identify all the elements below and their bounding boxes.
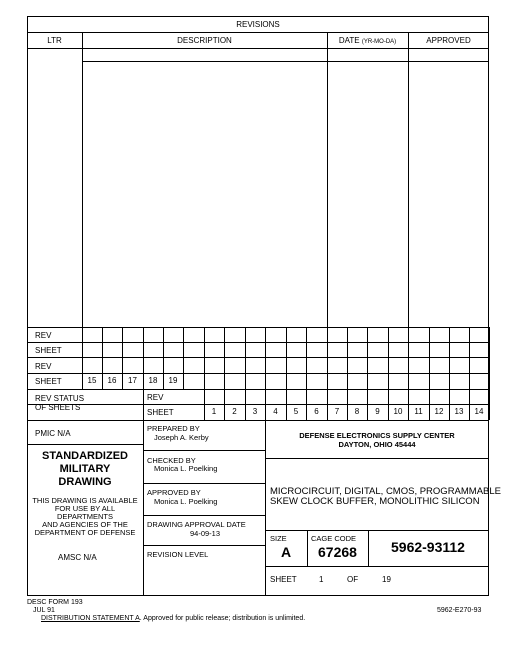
availability-line-1: THIS DRAWING IS AVAILABLE (32, 496, 138, 505)
revisions-first-row-divider (82, 61, 489, 62)
sheet-label: SHEET (270, 575, 297, 584)
description-line-1: MICROCIRCUIT, DIGITAL, CMOS, PROGRAMMABLE (270, 486, 502, 497)
revisions-col-description: DESCRIPTION (177, 36, 232, 45)
agency-line-1: DEFENSE ELECTRONICS SUPPLY CENTER (299, 431, 455, 440)
amsc-label: AMSC N/A (58, 553, 97, 562)
revisions-title: REVISIONS (236, 20, 280, 29)
rev-grid-col-line (429, 327, 430, 389)
revisions-title-divider (27, 32, 489, 33)
checked-by-label: CHECKED BY (147, 456, 196, 465)
rev-grid-col-line (183, 327, 184, 389)
agency-line-2: DAYTON, OHIO 45444 (338, 440, 416, 449)
sheet-number-cell: 10 (393, 407, 403, 416)
description-divider (265, 530, 489, 531)
sheet-row-label-1: SHEET (35, 346, 62, 355)
revisions-header-divider (82, 48, 489, 49)
size-label: SIZE (270, 534, 287, 543)
title-block-top-border (27, 420, 489, 421)
sheet-number-cell: 3 (252, 407, 258, 416)
rev-grid-col-line (367, 327, 368, 389)
rev-grid-col-line (204, 327, 205, 389)
sheet-number-cell: 8 (354, 407, 360, 416)
rev-grid-col-line (388, 327, 389, 389)
rev-grid-col-line (245, 327, 246, 389)
approval-date: 94-09-13 (190, 529, 221, 538)
revisions-col-divider-3 (408, 32, 409, 327)
cage-code-value: 67268 (318, 544, 357, 560)
sheet-row-label-2: SHEET (35, 377, 62, 386)
sheet-number-cell: 13 (454, 407, 464, 416)
sheet-cell-17: 17 (128, 376, 137, 385)
revisions-col-date-label: DATE (338, 36, 360, 45)
sheet-number-cell: 7 (334, 407, 340, 416)
revision-level-label: REVISION LEVEL (147, 550, 209, 559)
sheet-number-cell: 1 (211, 407, 217, 416)
sheet-number-cell: 12 (434, 407, 444, 416)
drawing-number: 5962-93112 (391, 539, 465, 555)
of-label: OF (347, 575, 359, 584)
rev-row-label-1: REV (35, 331, 52, 340)
sheet-cell-19: 19 (168, 376, 178, 385)
rev-grid-col-line (469, 327, 470, 389)
sheet-number-cell: 11 (414, 407, 423, 416)
sheet-cell-16: 16 (107, 376, 117, 385)
title-block-divider-left (143, 420, 144, 596)
sheet-number-cell: 14 (474, 407, 484, 416)
sheet-number-cell: 6 (314, 407, 319, 416)
sheet-number-cell: 4 (273, 407, 278, 416)
rev-grid-col-line (449, 327, 450, 389)
distribution-statement (41, 615, 305, 622)
approved-divider (143, 515, 265, 516)
form-number-line-2: JUL 91 (33, 607, 55, 614)
availability-line-2: FOR USE BY ALL (54, 504, 116, 513)
sheet-number: 1 (319, 575, 324, 584)
cage-code-label: CAGE CODE (311, 534, 357, 543)
prepared-divider (143, 450, 265, 451)
size-divider (307, 530, 308, 566)
rev-grid-col-line (408, 327, 409, 389)
rev-grid-col-line (306, 327, 307, 389)
approved-by-name: Monica L. Poelking (154, 497, 218, 506)
rev-grid-col-line (224, 327, 225, 389)
rev-status-sheet-label: SHEET (147, 408, 174, 417)
rev-grid-col-line (347, 327, 348, 389)
sheet-number-cell: 5 (293, 407, 299, 416)
revisions-col-date-format: (YR-MO-DA) (361, 39, 397, 45)
rev-grid-row-line (27, 357, 489, 358)
rev-status-rev-label: REV (147, 393, 164, 402)
distribution-statement-label: DISTRIBUTION STATEMENT A (41, 615, 140, 622)
pmic-divider (27, 444, 143, 445)
availability-line-5: DEPARTMENT OF DEFENSE (34, 528, 136, 537)
sheet-cell-18: 18 (148, 376, 158, 385)
size-row-divider (265, 566, 489, 567)
rev-grid-row-line (27, 342, 489, 343)
rev-row-label-2: REV (35, 362, 52, 371)
revisions-header-divider-ltr (27, 48, 82, 49)
checked-divider (143, 483, 265, 484)
approval-date-divider (143, 545, 265, 546)
cage-divider (368, 530, 369, 566)
sheet-number-cell: 9 (375, 407, 380, 416)
revisions-col-date (327, 37, 408, 45)
agency-divider (265, 458, 489, 459)
checked-by-name: Monica L. Poelking (154, 464, 218, 473)
distribution-statement-text: . Approved for public release; distribution is unlimited. (139, 615, 306, 622)
availability-line-4: AND AGENCIES OF THE (42, 520, 128, 529)
rev-grid-col-line (265, 327, 266, 389)
rev-grid-row-line (27, 327, 489, 328)
rev-grid-col-line (327, 327, 328, 389)
sheet-number-cell: 2 (232, 407, 237, 416)
prepared-by-name: Joseph A. Kerby (154, 433, 209, 442)
revisions-col-ltr: LTR (47, 36, 62, 45)
rev-grid-row-line (27, 389, 489, 390)
sheet-cell-15: 15 (87, 376, 97, 385)
rev-grid-col-line (286, 327, 287, 389)
form-code: 5962-E270-93 (437, 607, 482, 614)
size-value: A (281, 544, 292, 560)
pmic-label: PMIC N/A (35, 429, 71, 438)
form-number-line-1: DESC FORM 193 (27, 599, 83, 606)
description-line-2: SKEW CLOCK BUFFER, MONOLITHIC SILICON (270, 496, 480, 507)
prepared-by-label: PREPARED BY (147, 424, 200, 433)
rev-status-label: REV STATUS OF SHEETS (35, 394, 85, 412)
revisions-col-divider-2 (327, 32, 328, 327)
revisions-col-approved: APPROVED (426, 36, 471, 45)
heading-line-2: MILITARY (59, 463, 111, 475)
approval-date-label: DRAWING APPROVAL DATE (147, 520, 246, 529)
availability-line-3: DEPARTMENTS (57, 512, 113, 521)
heading-line-3: DRAWING (58, 476, 112, 488)
rev-grid-col-line (489, 389, 490, 420)
approved-by-label: APPROVED BY (147, 488, 201, 497)
rev-grid-col-line (489, 327, 490, 389)
sheet-total: 19 (382, 575, 391, 584)
heading-line-1: STANDARDIZED (42, 450, 128, 462)
revisions-col-divider-1 (82, 32, 83, 327)
